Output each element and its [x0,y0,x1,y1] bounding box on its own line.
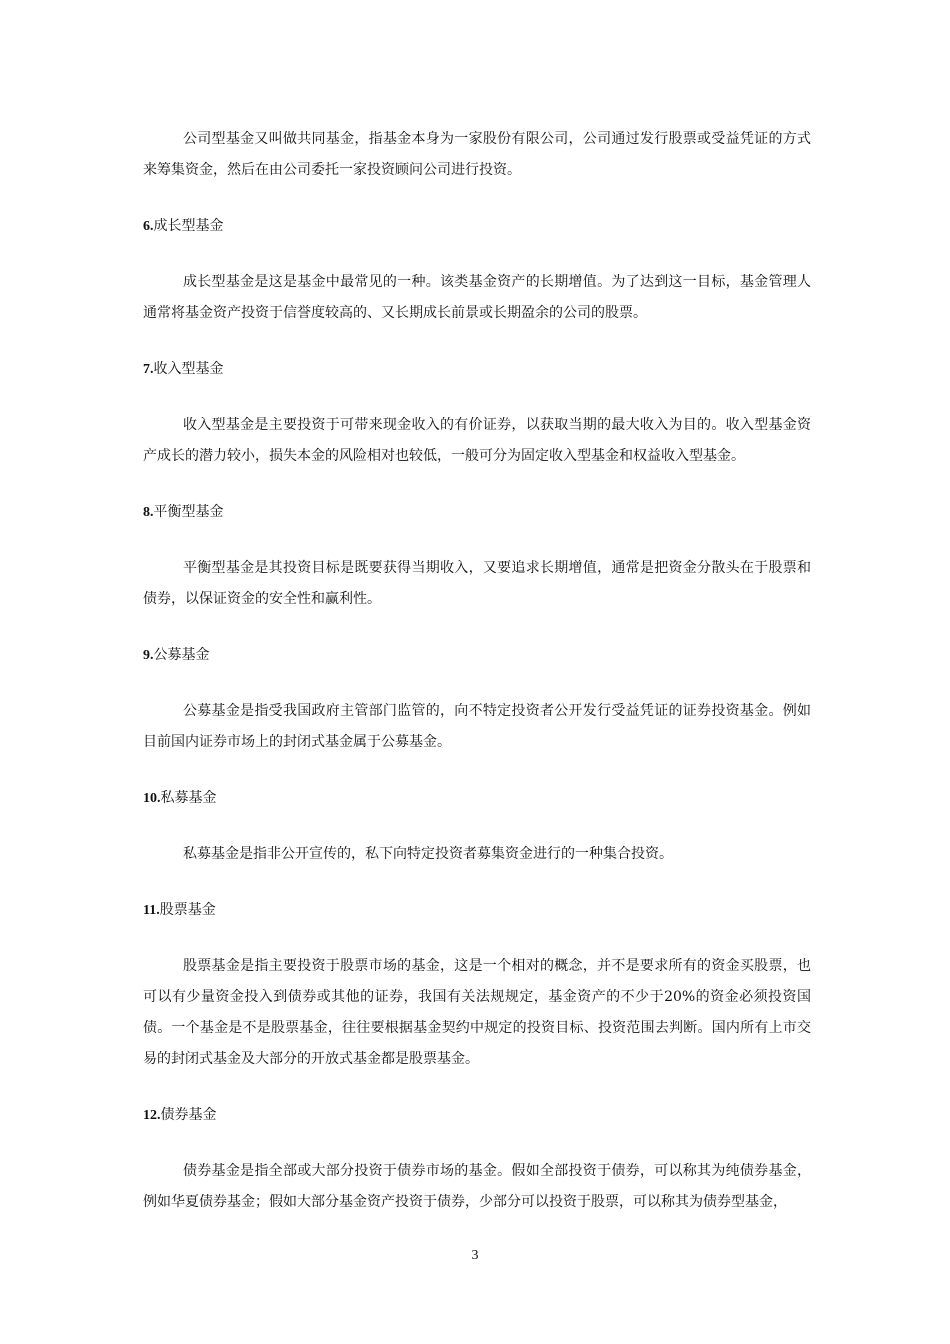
section-11 [143,895,811,1075]
section-9 [143,640,811,758]
section-title: 债券基金 [160,1107,217,1123]
section-12 [143,1100,811,1218]
section-paragraph: 收入型基金是主要投资于可带来现金收入的有价证券，以获取当期的最大收入为目的。收入型基金资产成长的潜力较小，损失本金的风险相对也较低，一般可分为固定收入型基金和权益收入型基金。 [143,417,811,464]
section-heading [143,211,811,242]
section-title: 成长型基金 [153,218,224,234]
section-paragraph: 债券基金是指全部或大部分投资于债券市场的基金。假如全部投资于债券，可以称其为纯债券基金，例如华夏债券基金；假如大部分基金资产投资于债券，少部分可以投资于股票，可以称其为债券型基金， [143,1163,811,1210]
section-heading [143,497,811,528]
section-title: 私募基金 [160,790,217,806]
section-paragraph: 成长型基金是这是基金中最常见的一种。该类基金资产的长期增值。为了达到这一目标，基金管理人通常将基金资产投资于信誉度较高的、又长期成长前景或长期盈余的公司的股票。 [143,274,811,321]
section-number: 9. [143,648,154,663]
section-paragraph: 私募基金是指非公开宣传的，私下向特定投资者募集资金进行的一种集合投资。 [183,846,673,862]
section-6 [143,211,811,329]
section-10 [143,783,811,870]
section-title: 公募基金 [153,647,210,663]
section-number: 7. [143,362,154,377]
section-number: 6. [143,219,154,234]
page-number: 3 [471,1248,479,1263]
section-paragraph: 公募基金是指受我国政府主管部门监管的，向不特定投资者公开发行受益凭证的证券投资基金。例如目前国内证券市场上的封闭式基金属于公募基金。 [143,703,811,750]
document-body [143,124,811,1218]
section-title: 收入型基金 [153,361,224,377]
section-title: 股票基金 [159,902,216,918]
section-paragraph: 股票基金是指主要投资于股票市场的基金，这是一个相对的概念，并不是要求所有的资金买股票，也可以有少量资金投入到债券或其他的证券，我国有关法规规定，基金资产的不少于20%的资金必须投资国债。一个基金是不是股票基金，往往要根据基金契约中规定的投资目标、投资范围去判断。国内所有上市交易的封闭式基金及大部分的开放式基金都是股票基金。 [143,958,811,1067]
section-heading [143,895,811,926]
section-number: 11. [143,903,160,918]
section-heading [143,354,811,385]
section-number: 12. [143,1108,161,1123]
intro-paragraph: 公司型基金又叫做共同基金，指基金本身为一家股份有限公司，公司通过发行股票或受益凭证的方式来筹集资金，然后在由公司委托一家投资顾问公司进行投资。 [143,131,811,178]
section-paragraph: 平衡型基金是其投资目标是既要获得当期收入，又要追求长期增值，通常是把资金分散头在于股票和债券，以保证资金的安全性和赢利性。 [143,560,811,607]
section-heading [143,1100,811,1131]
section-8 [143,497,811,615]
section-heading [143,640,811,671]
section-heading [143,783,811,814]
section-7 [143,354,811,472]
section-title: 平衡型基金 [153,504,224,520]
section-number: 10. [143,791,161,806]
section-number: 8. [143,505,154,520]
